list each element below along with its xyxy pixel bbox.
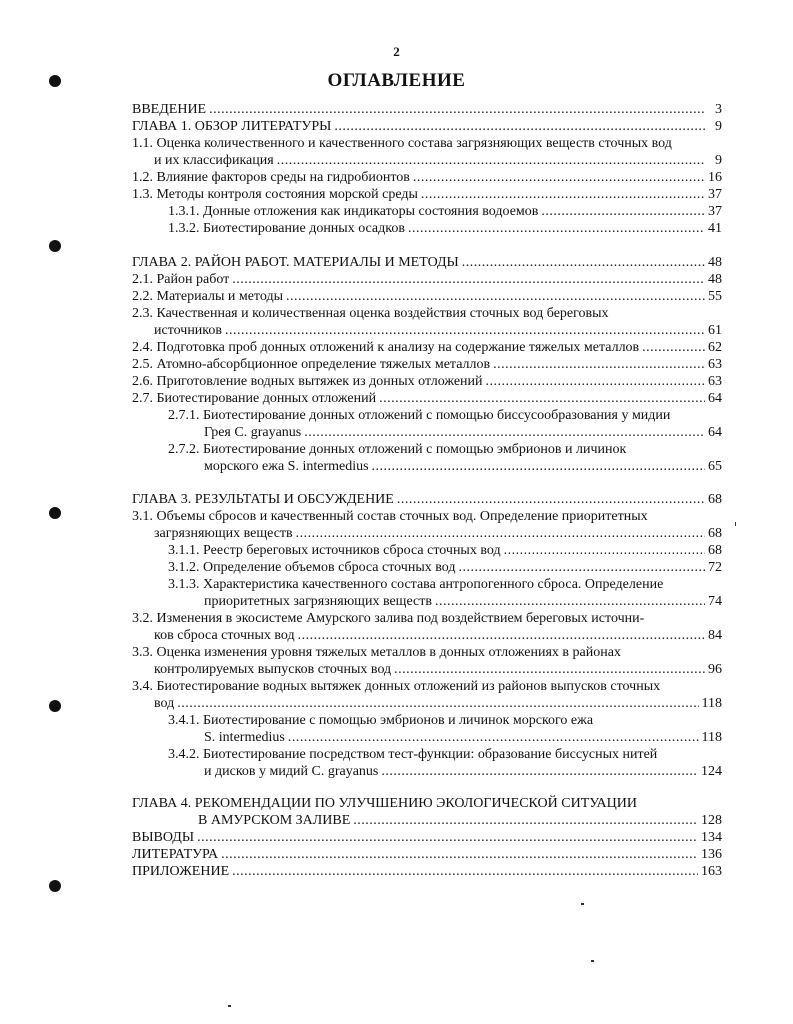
toc-entry-2-7-1 bbox=[168, 408, 722, 441]
toc-page-number: 68 bbox=[708, 492, 722, 507]
toc-entry-text: 3.4. Биотестирование водных вытяжек донных отложений из районов выпусков сточных bbox=[132, 679, 661, 694]
toc-entry-text: 3.1.2. Определение объемов сброса сточных вод bbox=[168, 560, 456, 575]
toc-page-number: 41 bbox=[708, 221, 722, 236]
toc-entry-text: 1.1. Оценка количественного и качественного состава загрязняющих веществ сточных вод bbox=[132, 136, 672, 151]
scan-speck bbox=[581, 903, 584, 905]
toc-entry-text-continued: ков сброса сточных вод bbox=[154, 627, 295, 643]
toc-entry-text: 3.2. Изменения в экосистеме Амурского залива под воздействием береговых источни- bbox=[132, 611, 645, 626]
toc-page-number: 55 bbox=[708, 289, 722, 304]
toc-page-number: 124 bbox=[701, 763, 722, 779]
scan-speck bbox=[228, 1005, 231, 1007]
toc-page-number: 72 bbox=[708, 560, 722, 575]
toc-entry-text: ГЛАВА 4. РЕКОМЕНДАЦИИ ПО УЛУЧШЕНИЮ ЭКОЛОГИЧЕСКОЙ СИТУАЦИИ bbox=[132, 796, 637, 811]
toc-entry-appendix bbox=[132, 864, 722, 881]
toc-entry-text: 1.2. Влияние факторов среды на гидробионтов bbox=[132, 170, 410, 185]
toc-entry-text-continued: и их классификация bbox=[154, 152, 274, 168]
toc-entry-3-3 bbox=[132, 645, 722, 678]
toc-entry-3-4 bbox=[132, 679, 722, 712]
toc-page-number: 37 bbox=[708, 204, 722, 219]
toc-entry-1-3-2 bbox=[168, 221, 722, 238]
toc-entry-text-continued: и дисков у мидий C. grayanus bbox=[204, 763, 379, 779]
toc-entry-2-4 bbox=[132, 340, 722, 357]
toc-entry-2-7 bbox=[132, 391, 722, 408]
toc-page-number: 128 bbox=[701, 812, 722, 828]
toc-entry-1-1 bbox=[132, 136, 722, 169]
toc-entry-text-continued: Грея C. grayanus bbox=[204, 424, 302, 440]
toc-entry-introduction bbox=[132, 102, 722, 119]
toc-entry-3-2 bbox=[132, 611, 722, 644]
toc-entry-chapter-3 bbox=[132, 492, 722, 509]
toc-entry-text: 3.4.1. Биотестирование с помощью эмбрионов и личинок морского ежа bbox=[168, 713, 594, 728]
toc-entry-text: 2.2. Материалы и методы bbox=[132, 289, 283, 304]
toc-entry-text-continued: морского ежа S. intermedius bbox=[204, 458, 369, 474]
toc-page-number: 84 bbox=[708, 627, 722, 643]
toc-page-number: 64 bbox=[708, 424, 722, 440]
toc-entry-references bbox=[132, 847, 722, 864]
toc-page-number: 163 bbox=[701, 864, 722, 879]
toc-entry-3-1-1 bbox=[168, 543, 722, 560]
toc-page-number: 62 bbox=[708, 340, 722, 355]
toc-page-number: 68 bbox=[708, 525, 722, 541]
toc-entry-3-4-1 bbox=[168, 713, 722, 746]
toc-page-number: 65 bbox=[708, 458, 722, 474]
toc-entry-chapter-4 bbox=[132, 796, 722, 829]
toc-entry-text-continued: контролируемых выпусков сточных вод bbox=[154, 661, 392, 677]
toc-entry-text: 2.4. Подготовка проб донных отложений к анализу на содержание тяжелых металлов bbox=[132, 340, 640, 355]
toc-entry-3-1 bbox=[132, 509, 722, 542]
page-number: 2 bbox=[393, 44, 400, 59]
punch-hole bbox=[49, 240, 61, 252]
toc-entry-2-2 bbox=[132, 289, 722, 306]
toc-page-number: 61 bbox=[708, 322, 722, 338]
toc-page-number: 37 bbox=[708, 187, 722, 202]
punch-hole bbox=[49, 880, 61, 892]
toc-page-number: 64 bbox=[708, 391, 722, 406]
toc-entry-text: 1.3. Методы контроля состояния морской среды bbox=[132, 187, 418, 202]
toc-entry-text: 2.5. Атомно-абсорбционное определение тяжелых металлов bbox=[132, 357, 491, 372]
toc-entry-text: ГЛАВА 2. РАЙОН РАБОТ. МАТЕРИАЛЫ И МЕТОДЫ bbox=[132, 255, 459, 270]
toc-entry-text: 2.7. Биотестирование донных отложений bbox=[132, 391, 377, 406]
toc-entry-text: ГЛАВА 3. РЕЗУЛЬТАТЫ И ОБСУЖДЕНИЕ bbox=[132, 492, 394, 507]
punch-hole bbox=[49, 75, 61, 87]
toc-entry-text-continued: источников bbox=[154, 322, 223, 338]
toc-entry-text: 2.3. Качественная и количественная оценка воздействия сточных вод береговых bbox=[132, 306, 609, 321]
toc-entry-chapter-1 bbox=[132, 119, 722, 136]
toc-page-number: 48 bbox=[708, 272, 722, 287]
toc-page-number: 9 bbox=[715, 119, 722, 134]
toc-entry-chapter-2 bbox=[132, 255, 722, 272]
toc-entry-1-2 bbox=[132, 170, 722, 187]
toc-page-number: 63 bbox=[708, 357, 722, 372]
toc-page-number: 3 bbox=[715, 102, 722, 117]
toc-page-number: 118 bbox=[701, 695, 722, 711]
toc-page-number: 118 bbox=[701, 729, 722, 745]
toc-page-number: 48 bbox=[708, 255, 722, 270]
toc-entry-text: ПРИЛОЖЕНИЕ bbox=[132, 864, 230, 879]
toc-entry-text: 2.7.1. Биотестирование донных отложений с помощью биссусообразования у мидии bbox=[168, 408, 671, 423]
toc-entry-2-6 bbox=[132, 374, 722, 391]
toc-page-number: 16 bbox=[708, 170, 722, 185]
scan-speck bbox=[591, 960, 594, 962]
toc-entry-1-3 bbox=[132, 187, 722, 204]
toc-entry-text-continued: вод bbox=[154, 695, 175, 711]
punch-hole bbox=[49, 700, 61, 712]
toc-entry-text-continued: приоритетных загрязняющих веществ bbox=[204, 593, 432, 609]
toc-entry-text: 2.7.2. Биотестирование донных отложений с помощью эмбрионов и личинок bbox=[168, 442, 627, 457]
toc-entry-text-continued: загрязняющих веществ bbox=[154, 525, 293, 541]
toc-entry-text: 3.4.2. Биотестирование посредством тест-функции: образование биссусных нитей bbox=[168, 747, 658, 762]
toc-entry-3-1-3 bbox=[168, 577, 722, 610]
toc-entry-text: ВЫВОДЫ bbox=[132, 830, 195, 845]
toc-entry-text: ЛИТЕРАТУРА bbox=[132, 847, 219, 862]
toc-entry-text: 1.3.1. Донные отложения как индикаторы состояния водоемов bbox=[168, 204, 539, 219]
toc-entry-1-3-1 bbox=[168, 204, 722, 221]
toc-entry-text: 3.1.3. Характеристика качественного состава антропогенного сброса. Определение bbox=[168, 577, 664, 592]
toc-entry-2-1 bbox=[132, 272, 722, 289]
toc-page-number: 96 bbox=[708, 661, 722, 677]
toc-entry-text-continued: S. intermedius bbox=[204, 729, 285, 745]
toc-page-number: 9 bbox=[715, 152, 722, 168]
toc-entry-text-continued: В АМУРСКОМ ЗАЛИВЕ bbox=[198, 812, 351, 828]
scan-speck bbox=[735, 522, 736, 526]
toc-entry-3-4-2 bbox=[168, 747, 722, 780]
toc-entry-3-1-2 bbox=[168, 560, 722, 577]
toc-entry-2-7-2 bbox=[168, 442, 722, 475]
toc-page-number: 134 bbox=[701, 830, 722, 845]
toc-page-number: 63 bbox=[708, 374, 722, 389]
toc-entry-conclusions bbox=[132, 830, 722, 847]
toc-entry-text: ВВЕДЕНИЕ bbox=[132, 102, 207, 117]
toc-page-number: 136 bbox=[701, 847, 722, 862]
toc-entry-text: 1.3.2. Биотестирование донных осадков bbox=[168, 221, 405, 236]
toc-entry-2-3 bbox=[132, 306, 722, 339]
toc-entry-2-5 bbox=[132, 357, 722, 374]
page-title: ОГЛАВЛЕНИЕ bbox=[327, 70, 466, 91]
toc-entry-text: ГЛАВА 1. ОБЗОР ЛИТЕРАТУРЫ bbox=[132, 119, 332, 134]
punch-hole bbox=[49, 507, 61, 519]
toc-entry-text: 3.1.1. Реестр береговых источников сброса сточных вод bbox=[168, 543, 501, 558]
toc-page-number: 68 bbox=[708, 543, 722, 558]
toc-entry-text: 2.1. Район работ bbox=[132, 272, 230, 287]
toc-entry-text: 2.6. Приготовление водных вытяжек из донных отложений bbox=[132, 374, 483, 389]
toc-page-number: 74 bbox=[708, 593, 722, 609]
toc-entry-text: 3.1. Объемы сбросов и качественный состав сточных вод. Определение приоритетных bbox=[132, 509, 648, 524]
toc-entry-text: 3.3. Оценка изменения уровня тяжелых металлов в донных отложениях в районах bbox=[132, 645, 621, 660]
